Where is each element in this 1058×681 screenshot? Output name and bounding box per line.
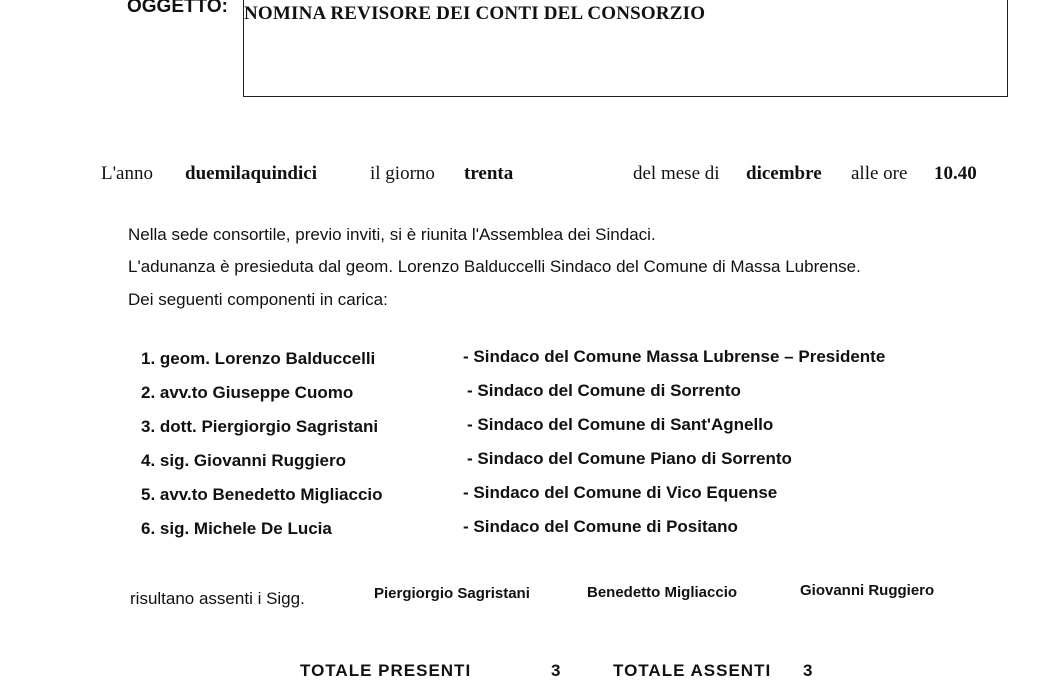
member-role: - Sindaco del Comune di Sorrento xyxy=(467,381,741,400)
total-present-label: TOTALE PRESENTI xyxy=(300,661,472,680)
year-value: duemilaquindici xyxy=(185,163,317,184)
absent-name: Piergiorgio Sagristani xyxy=(374,585,530,602)
subject-text: NOMINA REVISORE DEI CONTI DEL CONSORZIO xyxy=(244,3,706,24)
paragraph-members-intro: Dei seguenti componenti in carica: xyxy=(128,290,388,309)
absent-label: risultano assenti i Sigg. xyxy=(130,589,305,608)
month-label: del mese di xyxy=(633,163,720,184)
member-role: - Sindaco del Comune di Sant'Agnello xyxy=(467,415,774,434)
member-name: 1. geom. Lorenzo Balduccelli xyxy=(141,349,376,368)
subject-label: OGGETTO: xyxy=(127,0,228,17)
member-role: - Sindaco del Comune di Positano xyxy=(463,517,738,536)
total-absent-value: 3 xyxy=(803,661,814,680)
month-value: dicembre xyxy=(746,163,822,184)
day-value: trenta xyxy=(464,163,514,184)
total-absent-label: TOTALE ASSENTI xyxy=(613,661,772,680)
absent-name: Benedetto Migliaccio xyxy=(587,584,738,601)
day-label: il giorno xyxy=(370,163,435,184)
member-role: - Sindaco del Comune Piano di Sorrento xyxy=(467,449,792,468)
member-name: 3. dott. Piergiorgio Sagristani xyxy=(141,417,379,436)
year-label: L'anno xyxy=(101,163,153,184)
member-role: - Sindaco del Comune Massa Lubrense – Presidente xyxy=(463,347,886,366)
absent-name: Giovanni Ruggiero xyxy=(800,582,935,599)
member-role: - Sindaco del Comune di Vico Equense xyxy=(463,483,778,502)
paragraph-chair: L'adunanza è presieduta dal geom. Lorenzo Balduccelli Sindaco del Comune di Massa Lubrense. xyxy=(128,257,861,276)
time-label: alle ore xyxy=(851,163,908,184)
paragraph-meeting: Nella sede consortile, previo inviti, si è riunita l'Assemblea dei Sindaci. xyxy=(128,225,656,244)
total-present-value: 3 xyxy=(551,661,562,680)
member-name: 5. avv.to Benedetto Migliaccio xyxy=(141,485,383,504)
member-name: 6. sig. Michele De Lucia xyxy=(141,519,332,538)
member-name: 4. sig. Giovanni Ruggiero xyxy=(141,451,346,470)
member-name: 2. avv.to Giuseppe Cuomo xyxy=(141,383,354,402)
time-value: 10.40 xyxy=(934,163,977,184)
